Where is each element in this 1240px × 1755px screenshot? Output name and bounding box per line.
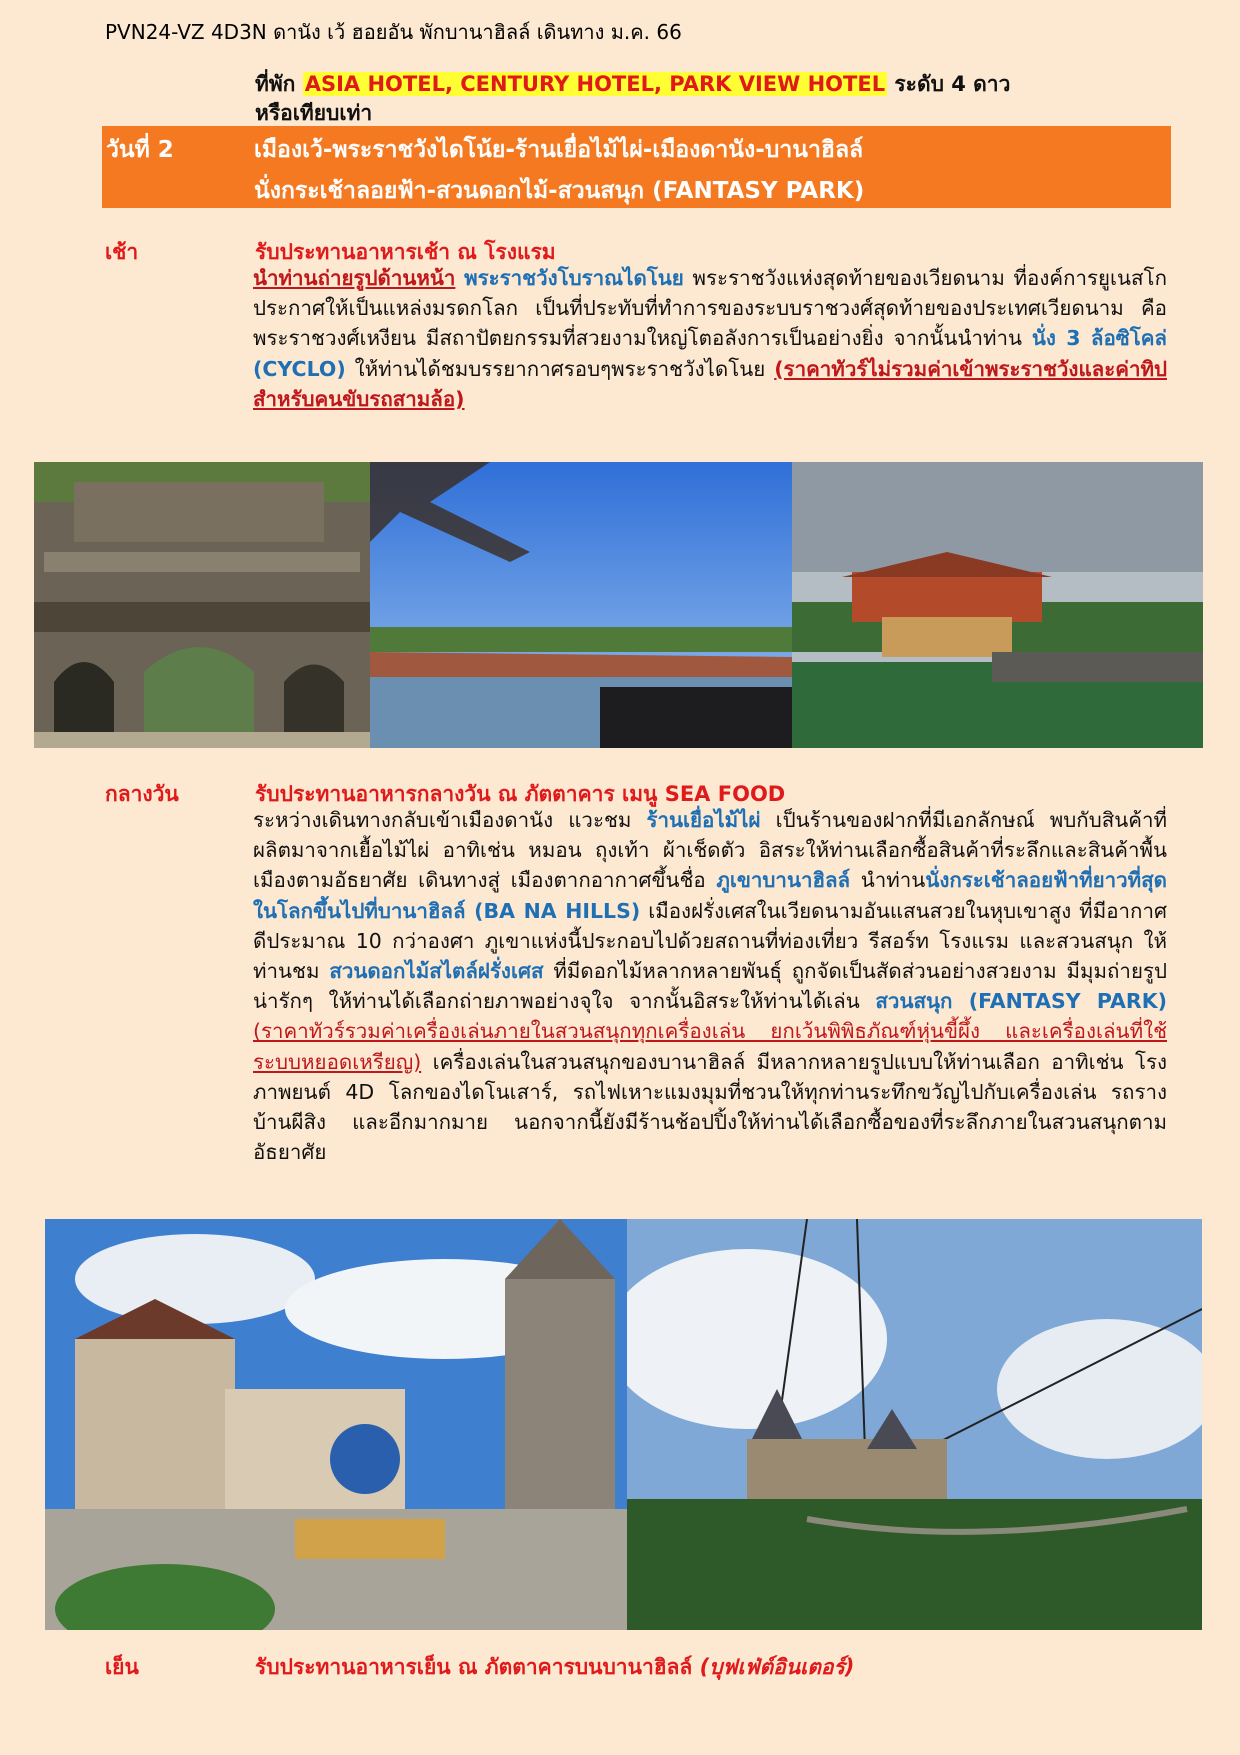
lunch-price-note: (ราคาทัวร์รวมค่าเครื่องเล่นภายในสวนสนุกทุกเครื่องเล่น ยกเว้นพิพิธภัณฑ์หุ่นขี้ผึ้ง และเครื่องเล่นที่ใช้ระบบหยอดเหรียญ) (253, 1019, 1167, 1074)
lunch-text-1: ระหว่างเดินทางกลับเข้าเมืองดานัง แวะชม (253, 808, 632, 832)
lunch-text-5: ที่มีดอกไม้หลากหลายพันธุ์ ถูกจัดเป็นสัดส่วนอย่างสวยงาม มีมุมถ่ายรูปน่ารักๆ ให้ท่านได้เลือกถ่ายภาพอย่างจุใจ จากนั้นอิสระให้ท่านได้เล่น (253, 959, 1167, 1014)
bamboo-shop: ร้านเยื่อไม้ไผ่ (646, 808, 761, 832)
day-label: วันที่ 2 (106, 137, 174, 163)
day-bar-1 (102, 126, 1171, 167)
photo-french-village (45, 1219, 627, 1630)
lunch-label: กลางวัน (105, 782, 179, 806)
photo-palace-gate (34, 462, 370, 748)
day-route-line2: นั่งกระเช้าลอยฟ้า-สวนดอกไม้-สวนสนุก (FANTASY PARK) (254, 178, 865, 204)
hotel-names: ASIA HOTEL, CENTURY HOTEL, PARK VIEW HOTEL (304, 72, 886, 96)
hotel-line2: หรือเทียบเท่า (255, 101, 373, 125)
lunch-text-3: นำท่าน (860, 868, 926, 893)
photo-cable-car (627, 1219, 1202, 1630)
morning-price-note: (ราคาทัวร์ไม่รวมค่าเข้าพระราชวังและค่าทิปสำหรับคนขับรถสามล้อ) (253, 356, 1167, 411)
morning-paragraph (253, 263, 1167, 414)
photo-citadel-wall (370, 462, 792, 748)
dinner-title-text: รับประทานอาหารเย็น ณ ภัตตาคารบนบานาฮิลล์ (255, 1655, 693, 1679)
fantasy-park: สวนสนุก (FANTASY PARK) (875, 989, 1167, 1014)
hotel-prefix: ที่พัก (255, 72, 296, 96)
cable-car-text: นั่งกระเช้าลอยฟ้าที่ยาวที่สุดในโลกขึ้นไปที่บานาฮิลล์ (BA NA HILLS) (253, 868, 1167, 923)
cyclo-description: ให้ท่านได้ชมบรรยากาศรอบๆพระราชวังไดโนย (354, 356, 766, 381)
palace-name: พระราชวังโบราณไดโนย (464, 266, 684, 290)
lunch-text-2: เป็นร้านของฝากที่มีเอกลักษณ์ พบกับสินค้าที่ผลิตมาจากเยื้อไม้ไผ่ อาทิเช่น หมอน ถุงเท้า ผ้าเช็ดตัว อิสระให้ท่านเลือกซื้อสินค้าที่ระลึกและสินค้าพื้นเมืองตามอัธยาศัย เดินทางสู่ เมืองตากอากาศขึ้นชื่อ (253, 808, 1167, 893)
photo-front-text: นำท่านถ่ายรูปด้านหน้า (253, 266, 456, 290)
french-garden: สวนดอกไม้สไตล์ฝรั่งเศส (329, 959, 544, 984)
dinner-buffet: (บุฟเฟ่ต์อินเตอร์) (699, 1655, 855, 1679)
hotel-level: ระดับ 4 ดาว (894, 72, 1011, 96)
page-header: PVN24-VZ 4D3N ดานัง เว้ ฮอยอัน พักบานาฮิลล์ เดินทาง ม.ค. 66 (105, 20, 682, 44)
morning-title: รับประทานอาหารเช้า ณ โรงแรม (255, 240, 556, 264)
lunch-title: รับประทานอาหารกลางวัน ณ ภัตตาคาร เมนู SEA FOOD (255, 782, 786, 806)
lunch-paragraph (253, 805, 1167, 1167)
dinner-label: เย็น (105, 1655, 139, 1679)
morning-label: เช้า (105, 240, 139, 264)
day-route-line1: เมืองเว้-พระราชวังไดโน้ย-ร้านเยื่อไม้ไผ่-เมืองดานัง-บานาฮิลล์ (254, 137, 864, 163)
dinner-title (255, 1651, 854, 1684)
lunch-text-6: เครื่องเล่นในสวนสนุกของบานาฮิลล์ มีหลากหลายรูปแบบให้ท่านเลือก อาทิเช่น โรงภาพยนต์ 4D โลกของไดโนเสาร์, รถไฟเหาะแมงมุมที่ชวนให้ทุกท่านระทึกขวัญไปกับเครื่องเล่น รถราง บ้านผีสิง และอีกมากมาย นอกจากนี้ยังมีร้านช้อปปิ้งให้ท่านได้เลือกซื้อของที่ระลึกภายในสวนสนุกตามอัธยาศัย (253, 1049, 1167, 1165)
cyclo-text: นั่ง 3 ล้อซิโคล่ (CYCLO) (253, 326, 1167, 381)
lunch-text-4: เมืองฝรั่งเศสในเวียดนามอันแสนสวยในหุบเขาสูง ที่มีอากาศดีประมาณ 10 กว่าองศา ภูเขาแห่งนี้ประกอบไปด้วยสถานที่ท่องเที่ยว รีสอร์ท โรงแรม และสวนสนุก ให้ท่านชม (253, 898, 1167, 984)
bana-hills-mountain: ภูเขาบานาฮิลล์ (716, 868, 851, 893)
hotel-info (255, 70, 1135, 128)
palace-description: พระราชวังแห่งสุดท้ายของเวียดนาม ที่องค์การยูเนสโกประกาศให้เป็นแหล่งมรดกโลก เป็นที่ประทับที่ทำการของระบบราชวงศ์สุดท้ายของประเทศเวียดนาม คือพระราชวงศ์เหงียน มีสถาปัตยกรรมที่สวยงามใหญ่โตอลังการเป็นอย่างยิ่ง จากนั้นนำท่าน (253, 266, 1167, 351)
day-bar-2 (102, 167, 1171, 208)
photo-palace-lotus (792, 462, 1203, 748)
